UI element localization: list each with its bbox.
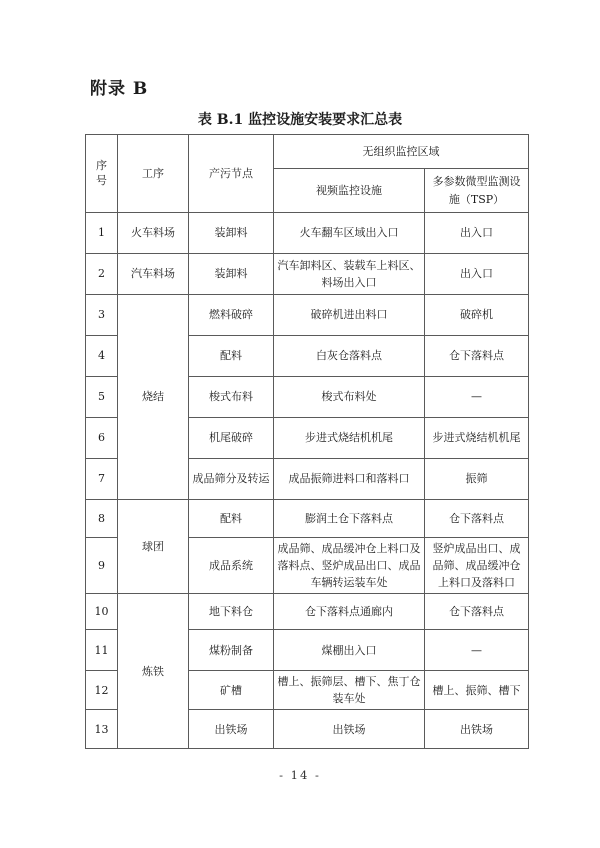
cell-tsp: 出入口: [425, 254, 529, 295]
table-row: [86, 295, 529, 336]
cell-video: 煤棚出入口: [274, 630, 425, 671]
cell-video: 破碎机进出料口: [274, 295, 425, 336]
header-area-group: 无组织监控区域: [274, 135, 529, 169]
cell-no: 3: [86, 295, 118, 336]
cell-video: 出铁场: [274, 710, 425, 749]
cell-no: 12: [86, 671, 118, 710]
cell-tsp: 仓下落料点: [425, 594, 529, 630]
monitoring-requirements-table: [85, 134, 529, 749]
header-row-1: [86, 135, 529, 169]
table-row: [86, 254, 529, 295]
cell-node: 配料: [189, 336, 274, 377]
cell-no: 4: [86, 336, 118, 377]
cell-no: 10: [86, 594, 118, 630]
cell-node: 地下料仓: [189, 594, 274, 630]
page-number: - 14 -: [279, 768, 321, 782]
cell-video: 膨润土仓下落料点: [274, 500, 425, 538]
cell-node: 出铁场: [189, 710, 274, 749]
header-process: 工序: [118, 135, 189, 213]
cell-process-merged-pellet: 球团: [118, 500, 189, 594]
cell-process-merged-ironmaking: 炼铁: [118, 594, 189, 749]
cell-process: 火车料场: [118, 213, 189, 254]
header-video: 视频监控设施: [274, 169, 425, 213]
appendix-heading: 附录 B: [90, 79, 149, 99]
cell-node: 配料: [189, 500, 274, 538]
cell-node: 梭式布料: [189, 377, 274, 418]
cell-tsp: 仓下落料点: [425, 336, 529, 377]
header-node: 产污节点: [189, 135, 274, 213]
cell-video: 成品振筛进料口和落料口: [274, 459, 425, 500]
cell-node: 装卸料: [189, 213, 274, 254]
cell-no: 13: [86, 710, 118, 749]
cell-node: 煤粉制备: [189, 630, 274, 671]
cell-tsp: —: [425, 377, 529, 418]
cell-node: 矿槽: [189, 671, 274, 710]
header-no-label: 序号: [96, 158, 107, 188]
cell-video: 成品筛、成品缓冲仓上料口及落料点、竖炉成品出口、成品车辆转运装车处: [274, 538, 425, 594]
cell-tsp: 出入口: [425, 213, 529, 254]
cell-node: 成品筛分及转运: [189, 459, 274, 500]
cell-video: 火车翻车区域出入口: [274, 213, 425, 254]
cell-no: 2: [86, 254, 118, 295]
cell-process-merged-sinter: 烧结: [118, 295, 189, 500]
cell-tsp: 槽上、振筛、槽下: [425, 671, 529, 710]
cell-video: 槽上、振筛层、槽下、焦丁仓装车处: [274, 671, 425, 710]
cell-tsp: —: [425, 630, 529, 671]
table-row: [86, 213, 529, 254]
cell-video: 仓下落料点通廊内: [274, 594, 425, 630]
cell-no: 11: [86, 630, 118, 671]
cell-tsp: 振筛: [425, 459, 529, 500]
cell-tsp: 出铁场: [425, 710, 529, 749]
cell-no: 9: [86, 538, 118, 594]
cell-no: 5: [86, 377, 118, 418]
cell-no: 6: [86, 418, 118, 459]
cell-tsp: 竖炉成品出口、成品筛、成品缓冲仓上料口及落料口: [425, 538, 529, 594]
header-no: [86, 135, 118, 213]
cell-video: 梭式布料处: [274, 377, 425, 418]
cell-no: 8: [86, 500, 118, 538]
cell-node: 燃料破碎: [189, 295, 274, 336]
table-row: [86, 594, 529, 630]
table-title: 表 B.1 监控设施安装要求汇总表: [197, 112, 403, 128]
cell-node: 机尾破碎: [189, 418, 274, 459]
cell-node: 装卸料: [189, 254, 274, 295]
cell-process: 汽车料场: [118, 254, 189, 295]
cell-tsp: 破碎机: [425, 295, 529, 336]
cell-video: 白灰仓落料点: [274, 336, 425, 377]
table-row: [86, 500, 529, 538]
cell-no: 1: [86, 213, 118, 254]
cell-tsp: 仓下落料点: [425, 500, 529, 538]
header-tsp: 多参数微型监测设施（TSP）: [425, 169, 529, 213]
cell-tsp: 步进式烧结机机尾: [425, 418, 529, 459]
cell-video: 步进式烧结机机尾: [274, 418, 425, 459]
cell-video: 汽车卸料区、装载车上料区、料场出入口: [274, 254, 425, 295]
cell-no: 7: [86, 459, 118, 500]
cell-node: 成品系统: [189, 538, 274, 594]
